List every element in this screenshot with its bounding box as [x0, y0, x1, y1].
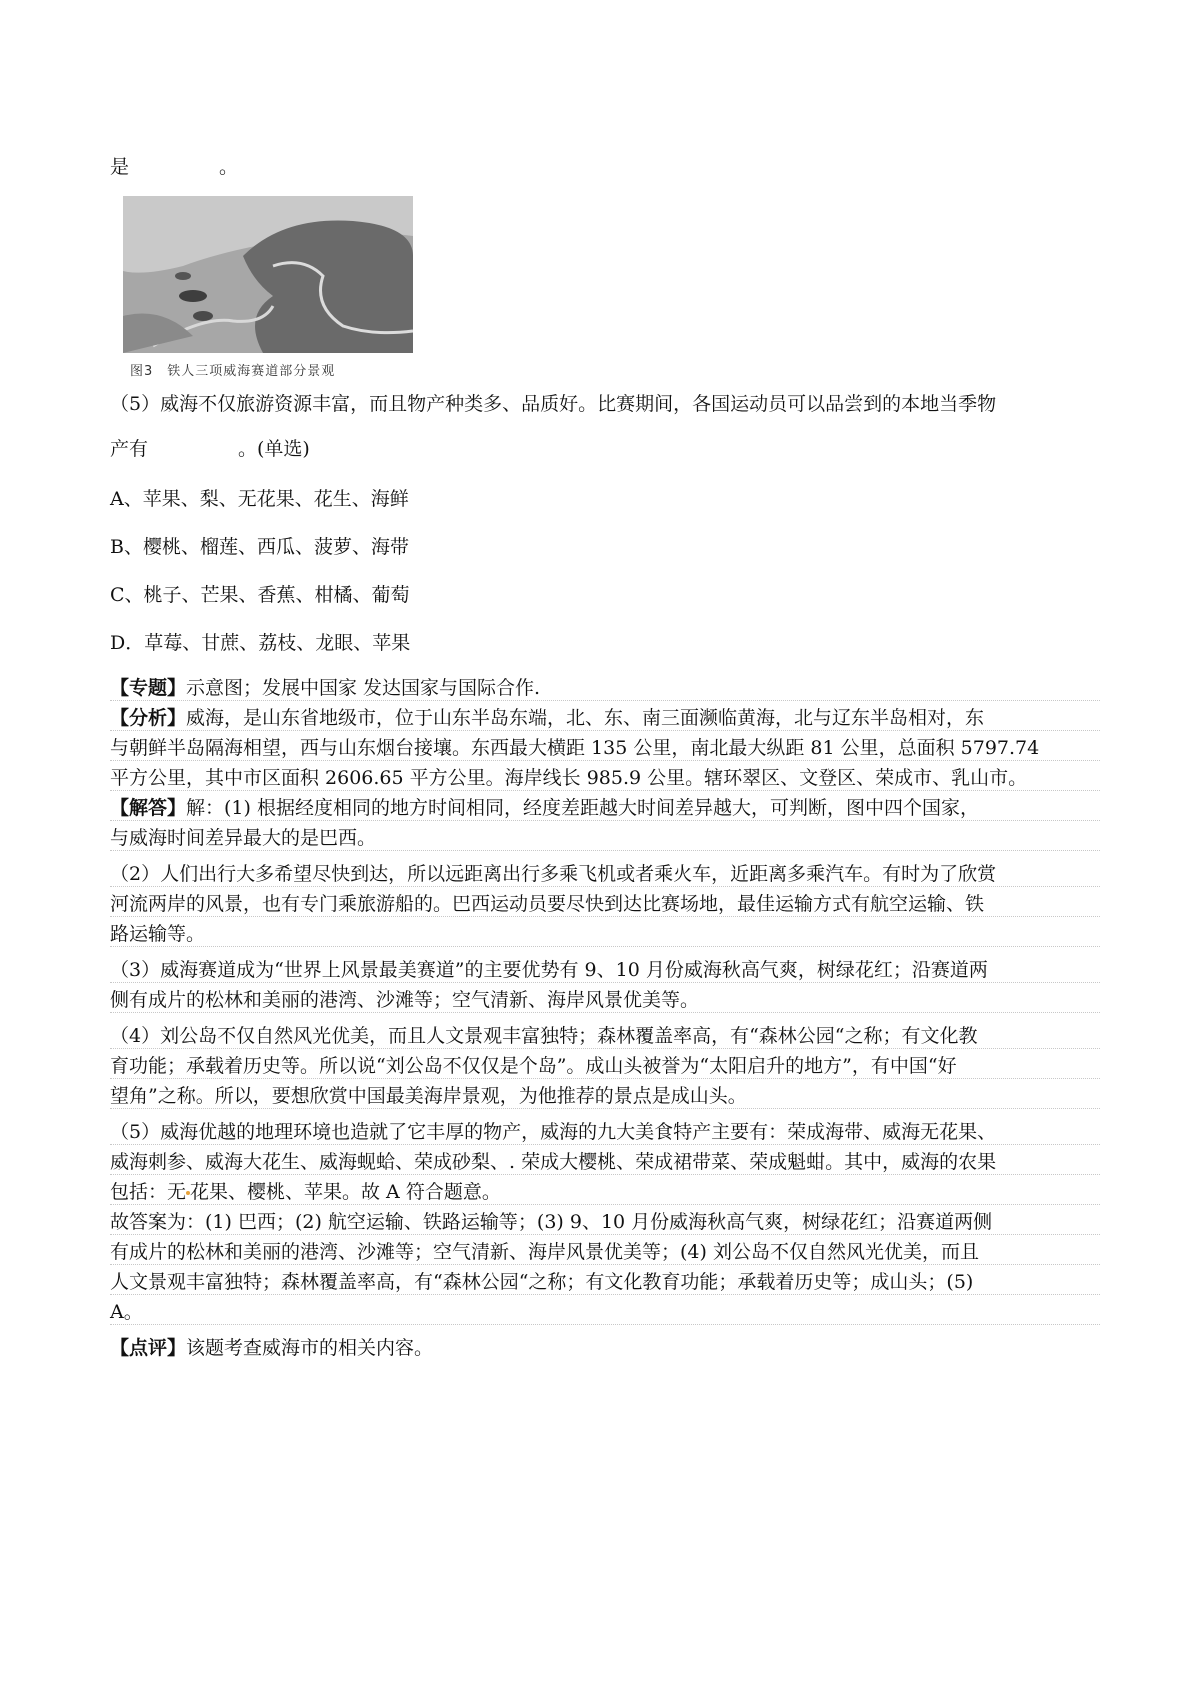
analysis-line2: 与朝鲜半岛隔海相望，西与山东烟台接壤。东西最大横距 135 公里，南北最大纵距 81 公里，总面积 5797.74: [110, 736, 1100, 761]
solution-p4-line2: 育功能；承载着历史等。所以说“刘公岛不仅仅是个岛”。成山头被誉为“太阳启升的地方”，有中国“好: [110, 1054, 1100, 1079]
answer-line1: 故答案为：(1) 巴西；(2) 航空运输、铁路运输等；(3) 9、10 月份威海秋高气爽，树绿花红；沿赛道两侧: [110, 1210, 1100, 1235]
figure-caption: 图3 铁人三项威海赛道部分景观: [130, 364, 336, 379]
option-d: D．草莓、甘蔗、荔枝、龙眼、苹果: [110, 632, 411, 654]
solution-p2-line3: 路运输等。: [110, 922, 1100, 947]
option-c: C、桃子、芒果、香蕉、柑橘、葡萄: [110, 584, 410, 606]
q4-answer-line: [110, 155, 1100, 179]
solution-p3-line1: （3）威海赛道成为“世界上风景最美赛道”的主要优势有 9、10 月份威海秋高气爽，树绿花红；沿赛道两: [110, 958, 1100, 983]
solution-p4-line1: （4）刘公岛不仅自然风光优美，而且人文景观丰富独特；森林覆盖率高，有“森林公园“之称；有文化教: [110, 1024, 1100, 1049]
solution-label: 【解答】: [110, 797, 187, 819]
topic-label: 【专题】: [110, 677, 187, 699]
answer-line3: 人文景观丰富独特；森林覆盖率高，有“森林公园“之称；有文化教育功能；承载着历史等；成山头；(5): [110, 1270, 1100, 1295]
coastline-photo-drawing: [123, 196, 413, 353]
option-a: A、苹果、梨、无花果、花生、海鲜: [110, 488, 409, 510]
comment-text: 该题考查威海市的相关内容。: [186, 1337, 434, 1359]
solution-p4-line3: 望角”之称。所以，要想欣赏中国最美海岸景观，为他推荐的景点是成山头。: [110, 1084, 1100, 1109]
answer-line4: A。: [110, 1300, 1100, 1325]
solution-p2-line2: 河流两岸的风景，也有专门乘旅游船的。巴西运动员要尽快到达比赛场地，最佳运输方式有航空运输、铁: [110, 892, 1100, 917]
q5-line2-end: 。(单选): [238, 438, 310, 460]
solution-p5-line2: 威海刺参、威海大花生、威海蚬蛤、荣成砂梨、. 荣成大樱桃、荣成裙带菜、荣成魁蚶。其中，威海的农果: [110, 1150, 1100, 1175]
coastline-photo: [123, 196, 413, 353]
analysis-text: 威海，是山东省地级市，位于山东半岛东端，北、东、南三面濒临黄海，北与辽东半岛相对，东: [186, 707, 985, 729]
solution-p3-line2: 侧有成片的松林和美丽的港湾、沙滩等；空气清新、海岸风景优美等。: [110, 988, 1100, 1013]
answer-line2: 有成片的松林和美丽的港湾、沙滩等；空气清新、海岸风景优美等；(4) 刘公岛不仅自然风光优美，而且: [110, 1240, 1100, 1265]
option-b: B、樱桃、榴莲、西瓜、菠萝、海带: [110, 536, 409, 558]
topic-text: 示意图；发展中国家 发达国家与国际合作.: [186, 677, 541, 699]
q5-line1: （5）威海不仅旅游资源丰富，而且物产种类多、品质好。比赛期间，各国运动员可以品尝到的本地当季物: [110, 393, 997, 415]
solution-p2-line1: （2）人们出行大多希望尽快到达，所以远距离出行多乘飞机或者乘火车，近距离多乘汽车。有时为了欣赏: [110, 862, 1100, 887]
q4-text-start: 是: [110, 156, 130, 178]
solution-line1: [110, 796, 1100, 821]
solution-p1-line2: 与威海时间差异最大的是巴西。: [110, 826, 1100, 851]
q5-line2: [110, 437, 1100, 461]
analysis-label: 【分析】: [110, 707, 187, 729]
solution-p5-line3-end: 花果、樱桃、苹果。故 A 符合题意。: [190, 1181, 501, 1203]
analysis-line1: [110, 706, 1100, 731]
comment-line: [110, 1336, 1100, 1360]
solution-text: 解：(1) 根据经度相同的地方时间相同，经度差距越大时间差异越大，可判断，图中四个国家，: [186, 797, 979, 819]
topic-line: [110, 676, 1100, 701]
comment-label: 【点评】: [110, 1337, 187, 1359]
q4-text-end: 。: [219, 156, 239, 178]
q5-line2-start: 产有: [110, 438, 149, 460]
solution-p5-line1: （5）威海优越的地理环境也造就了它丰厚的物产，威海的九大美食特产主要有：荣成海带、威海无花果、: [110, 1120, 1100, 1145]
solution-p5-line3: [110, 1180, 1100, 1205]
solution-p5-line3-start: 包括：无: [110, 1181, 187, 1203]
analysis-line3: 平方公里，其中市区面积 2606.65 平方公里。海岸线长 985.9 公里。辖环翠区、文登区、荣成市、乳山市。: [110, 766, 1100, 791]
